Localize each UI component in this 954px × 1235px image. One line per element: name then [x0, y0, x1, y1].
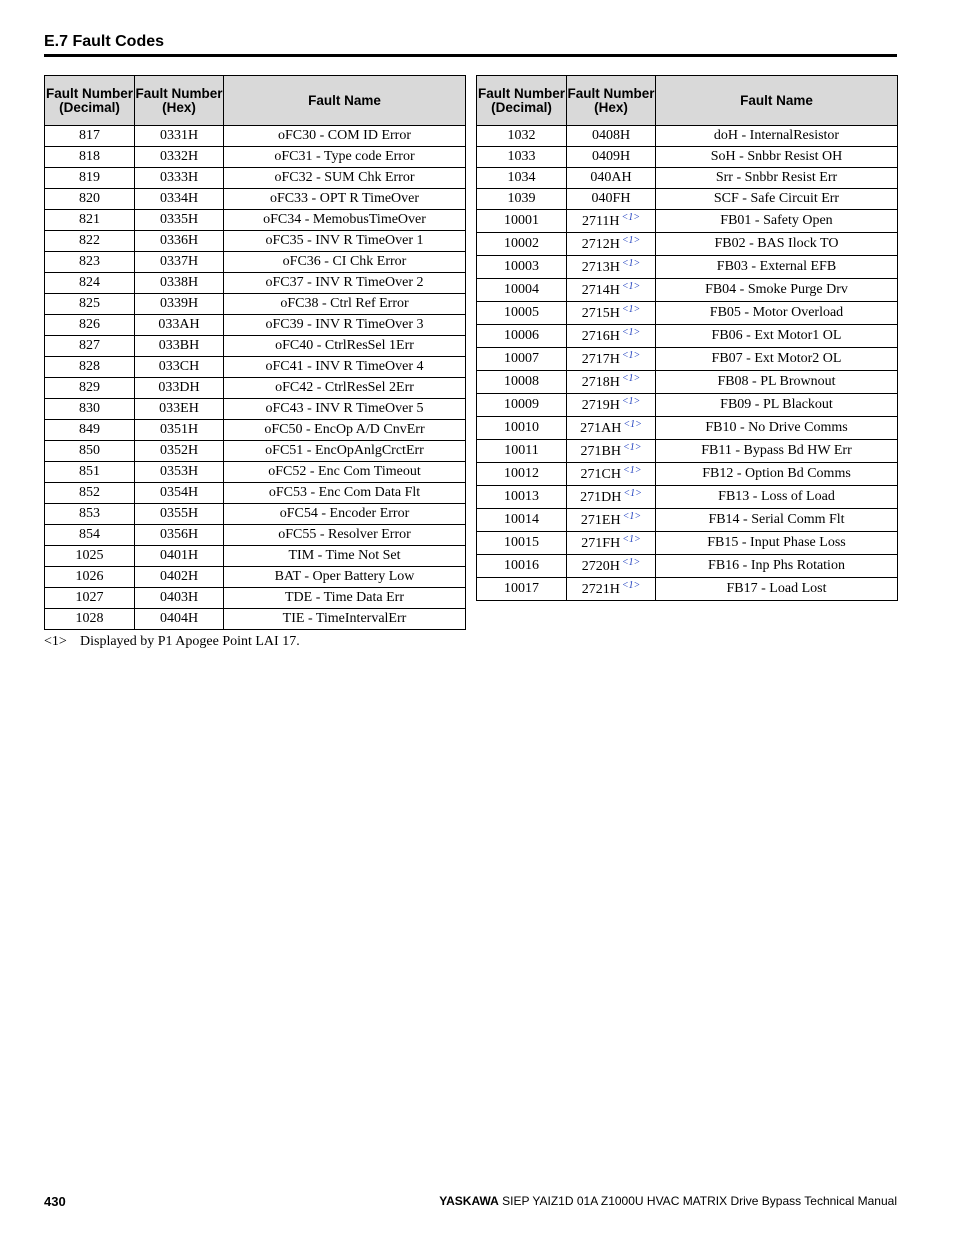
hex-value: 2714H: [581, 283, 620, 298]
fault-number-decimal: 823: [45, 252, 135, 273]
fault-number-hex: [135, 252, 224, 273]
hex-value: 0331H: [159, 128, 199, 143]
fault-name: FB09 - PL Blackout: [656, 394, 898, 417]
fault-name: oFC40 - CtrlResSel 1Err: [224, 336, 466, 357]
fault-number-hex: [567, 417, 656, 440]
fault-number-hex: [135, 357, 224, 378]
hex-value: 0402H: [159, 569, 199, 584]
fault-name: FB01 - Safety Open: [656, 210, 898, 233]
fault-number-hex: [567, 371, 656, 394]
fault-number-decimal: 818: [45, 147, 135, 168]
hex-value: 0332H: [159, 149, 199, 164]
hex-value: 271FH: [581, 536, 621, 551]
fault-code-table-left: [44, 75, 466, 630]
fault-name: FB05 - Motor Overload: [656, 302, 898, 325]
fault-name: FB16 - Inp Phs Rotation: [656, 555, 898, 578]
table-row: [45, 483, 466, 504]
fault-number-hex: [567, 256, 656, 279]
hex-value: 2711H: [581, 214, 620, 229]
footer-title: [439, 1194, 897, 1208]
table-row: [477, 147, 898, 168]
fault-number-hex: [135, 525, 224, 546]
footnote-reference-link[interactable]: <1>: [621, 557, 641, 568]
fault-name: oFC32 - SUM Chk Error: [224, 168, 466, 189]
fault-number-decimal: 851: [45, 462, 135, 483]
fault-number-decimal: 817: [45, 126, 135, 147]
table-row: [477, 371, 898, 394]
fault-name: oFC54 - Encoder Error: [224, 504, 466, 525]
fault-number-decimal: 10002: [477, 233, 567, 256]
fault-name: TDE - Time Data Err: [224, 588, 466, 609]
fault-number-hex: [135, 168, 224, 189]
table-row: [477, 555, 898, 578]
fault-name: FB07 - Ext Motor2 OL: [656, 348, 898, 371]
fault-number-hex: [567, 302, 656, 325]
table-row: [45, 588, 466, 609]
footnote-reference-link[interactable]: <1>: [621, 212, 641, 223]
table-row: [45, 189, 466, 210]
footnote-reference-link[interactable]: <1>: [621, 373, 641, 384]
fault-name: FB03 - External EFB: [656, 256, 898, 279]
fault-number-hex: [567, 394, 656, 417]
hex-value: 033BH: [158, 338, 200, 353]
hex-value: 0337H: [159, 254, 199, 269]
table-row: [477, 189, 898, 210]
table-row: [477, 126, 898, 147]
fault-number-hex: [135, 567, 224, 588]
fault-number-hex: [135, 315, 224, 336]
fault-number-hex: [567, 126, 656, 147]
hex-value: 0333H: [159, 170, 199, 185]
fault-number-decimal: 10001: [477, 210, 567, 233]
fault-name: FB06 - Ext Motor1 OL: [656, 325, 898, 348]
hex-value: 0351H: [159, 422, 199, 437]
fault-name: oFC37 - INV R TimeOver 2: [224, 273, 466, 294]
fault-name: TIM - Time Not Set: [224, 546, 466, 567]
fault-name: oFC53 - Enc Com Data Flt: [224, 483, 466, 504]
table-row: [477, 463, 898, 486]
fault-number-hex: [567, 509, 656, 532]
hex-value: 033DH: [158, 380, 200, 395]
fault-number-decimal: 1039: [477, 189, 567, 210]
column-header-decimal: Fault Number (Decimal): [45, 76, 135, 126]
fault-number-decimal: 828: [45, 357, 135, 378]
table-row: [45, 546, 466, 567]
fault-name: oFC55 - Resolver Error: [224, 525, 466, 546]
fault-code-table-right: [476, 75, 898, 601]
fault-name: FB11 - Bypass Bd HW Err: [656, 440, 898, 463]
fault-name: oFC33 - OPT R TimeOver: [224, 189, 466, 210]
hex-value: 0353H: [159, 464, 199, 479]
table-row: [477, 168, 898, 189]
fault-number-decimal: 1027: [45, 588, 135, 609]
fault-number-decimal: 10014: [477, 509, 567, 532]
fault-number-hex: [567, 233, 656, 256]
fault-number-hex: [135, 210, 224, 231]
fault-number-decimal: 850: [45, 441, 135, 462]
fault-number-decimal: 854: [45, 525, 135, 546]
fault-number-hex: [567, 463, 656, 486]
fault-name: FB02 - BAS Ilock TO: [656, 233, 898, 256]
page-number: 430: [44, 1194, 66, 1209]
hex-value: 271BH: [580, 444, 621, 459]
table-row: [45, 315, 466, 336]
fault-number-decimal: 829: [45, 378, 135, 399]
fault-name: oFC52 - Enc Com Timeout: [224, 462, 466, 483]
hex-value: 0339H: [159, 296, 199, 311]
hex-value: 271EH: [580, 513, 621, 528]
hex-value: 040FH: [591, 191, 631, 206]
hex-value: 271AH: [580, 421, 622, 436]
hex-value: 040AH: [590, 170, 632, 185]
hex-value: 0338H: [159, 275, 199, 290]
table-row: [45, 441, 466, 462]
fault-name: doH - InternalResistor: [656, 126, 898, 147]
fault-number-decimal: 10016: [477, 555, 567, 578]
fault-number-decimal: 10004: [477, 279, 567, 302]
fault-number-decimal: 1033: [477, 147, 567, 168]
fault-name: oFC38 - Ctrl Ref Error: [224, 294, 466, 315]
fault-name: SoH - Snbbr Resist OH: [656, 147, 898, 168]
fault-number-decimal: 826: [45, 315, 135, 336]
hex-value: 0401H: [159, 548, 199, 563]
table-row: [45, 168, 466, 189]
hex-value: 0408H: [591, 128, 631, 143]
document-title: SIEP YAIZ1D 01A Z1000U HVAC MATRIX Drive Bypass Technical Manual: [502, 1194, 897, 1208]
hex-value: 0355H: [159, 506, 199, 521]
fault-number-decimal: 10013: [477, 486, 567, 509]
table-row: [45, 231, 466, 252]
fault-number-decimal: 824: [45, 273, 135, 294]
fault-number-hex: [135, 546, 224, 567]
hex-value: 2719H: [581, 398, 620, 413]
column-header-hex: Fault Number (Hex): [567, 76, 656, 126]
hex-value: 2721H: [581, 582, 620, 597]
table-row: [477, 394, 898, 417]
fault-number-decimal: 825: [45, 294, 135, 315]
fault-number-hex: [567, 325, 656, 348]
hex-value: 0403H: [159, 590, 199, 605]
fault-name: FB15 - Input Phase Loss: [656, 532, 898, 555]
hex-value: 0352H: [159, 443, 199, 458]
fault-number-hex: [135, 294, 224, 315]
hex-value: 2713H: [581, 260, 620, 275]
fault-name: Srr - Snbbr Resist Err: [656, 168, 898, 189]
hex-value: 2712H: [581, 237, 620, 252]
table-header-row: [45, 76, 466, 126]
table-row: [477, 348, 898, 371]
hex-value: 0354H: [159, 485, 199, 500]
fault-number-hex: [567, 486, 656, 509]
footnote-reference-link[interactable]: <1>: [623, 419, 642, 430]
fault-name: oFC30 - COM ID Error: [224, 126, 466, 147]
table-row: [45, 462, 466, 483]
fault-name: oFC31 - Type code Error: [224, 147, 466, 168]
footnote-reference-link[interactable]: <1>: [622, 465, 642, 476]
table-row: [477, 417, 898, 440]
fault-number-hex: [135, 399, 224, 420]
fault-number-hex: [135, 273, 224, 294]
fault-name: oFC50 - EncOp A/D CnvErr: [224, 420, 466, 441]
fault-number-hex: [567, 348, 656, 371]
fault-number-decimal: 10011: [477, 440, 567, 463]
fault-number-decimal: 10017: [477, 578, 567, 601]
hex-value: 0409H: [591, 149, 631, 164]
table-row: [477, 509, 898, 532]
fault-number-decimal: 10003: [477, 256, 567, 279]
footnote-reference-link[interactable]: <1>: [622, 534, 641, 545]
hex-value: 2717H: [581, 352, 620, 367]
hex-value: 2715H: [581, 306, 620, 321]
table-row: [477, 233, 898, 256]
fault-name: FB13 - Loss of Load: [656, 486, 898, 509]
fault-name: oFC39 - INV R TimeOver 3: [224, 315, 466, 336]
fault-number-hex: [135, 147, 224, 168]
hex-value: 2716H: [581, 329, 620, 344]
column-header-hex: Fault Number (Hex): [135, 76, 224, 126]
hex-value: 0335H: [159, 212, 199, 227]
table-row: [45, 567, 466, 588]
table-row: [45, 210, 466, 231]
footnote-text: Displayed by P1 Apogee Point LAI 17.: [80, 634, 300, 649]
fault-number-decimal: 1032: [477, 126, 567, 147]
fault-number-decimal: 10012: [477, 463, 567, 486]
table-row: [477, 440, 898, 463]
footnote-reference-link[interactable]: <1>: [621, 580, 641, 591]
title-rule: [44, 54, 897, 57]
fault-name: FB04 - Smoke Purge Drv: [656, 279, 898, 302]
table-row: [45, 420, 466, 441]
fault-name: FB12 - Option Bd Comms: [656, 463, 898, 486]
fault-number-hex: [567, 555, 656, 578]
table-row: [45, 504, 466, 525]
table-row: [477, 279, 898, 302]
fault-number-decimal: 10007: [477, 348, 567, 371]
hex-value: 2718H: [581, 375, 620, 390]
table-row: [45, 294, 466, 315]
hex-value: 271DH: [580, 490, 622, 505]
fault-number-decimal: 820: [45, 189, 135, 210]
fault-name: FB17 - Load Lost: [656, 578, 898, 601]
fault-number-decimal: 10008: [477, 371, 567, 394]
fault-number-decimal: 1025: [45, 546, 135, 567]
hex-value: 0334H: [159, 191, 199, 206]
fault-number-decimal: 822: [45, 231, 135, 252]
footnote-reference-link[interactable]: <1>: [621, 350, 641, 361]
brand-name: YASKAWA: [439, 1194, 499, 1208]
table-row: [477, 302, 898, 325]
fault-number-decimal: 10005: [477, 302, 567, 325]
fault-number-decimal: 1026: [45, 567, 135, 588]
fault-number-decimal: 1034: [477, 168, 567, 189]
fault-number-hex: [135, 336, 224, 357]
fault-number-hex: [567, 578, 656, 601]
fault-number-hex: [567, 210, 656, 233]
fault-number-hex: [135, 462, 224, 483]
fault-number-decimal: 1028: [45, 609, 135, 630]
column-header-decimal: Fault Number (Decimal): [477, 76, 567, 126]
column-header-fault-name: Fault Name: [656, 76, 898, 126]
fault-number-hex: [135, 588, 224, 609]
hex-value: 0336H: [159, 233, 199, 248]
fault-number-hex: [567, 532, 656, 555]
footnote-reference-link[interactable]: <1>: [621, 327, 641, 338]
footnote: [44, 634, 300, 650]
fault-number-hex: [567, 168, 656, 189]
fault-number-decimal: 830: [45, 399, 135, 420]
fault-number-hex: [135, 609, 224, 630]
hex-value: 0404H: [159, 611, 199, 626]
fault-number-decimal: 10015: [477, 532, 567, 555]
hex-value: 033AH: [158, 317, 200, 332]
table-row: [477, 325, 898, 348]
footnote-reference-link[interactable]: <1>: [621, 258, 641, 269]
fault-number-hex: [135, 483, 224, 504]
fault-name: oFC42 - CtrlResSel 2Err: [224, 378, 466, 399]
fault-name: FB14 - Serial Comm Flt: [656, 509, 898, 532]
fault-number-hex: [567, 440, 656, 463]
fault-number-decimal: 10009: [477, 394, 567, 417]
table-row: [45, 399, 466, 420]
column-header-fault-name: Fault Name: [224, 76, 466, 126]
fault-number-decimal: 827: [45, 336, 135, 357]
fault-number-decimal: 853: [45, 504, 135, 525]
fault-name: oFC51 - EncOpAnlgCrctErr: [224, 441, 466, 462]
table-row: [477, 486, 898, 509]
fault-number-hex: [135, 504, 224, 525]
table-row: [45, 147, 466, 168]
table-row: [477, 256, 898, 279]
fault-name: oFC41 - INV R TimeOver 4: [224, 357, 466, 378]
section-title: E.7 Fault Codes: [44, 33, 165, 50]
table-row: [477, 210, 898, 233]
footnote-reference-link[interactable]: <1>: [622, 442, 642, 453]
fault-name: oFC35 - INV R TimeOver 1: [224, 231, 466, 252]
fault-number-hex: [135, 441, 224, 462]
table-row: [45, 252, 466, 273]
table-row: [477, 532, 898, 555]
hex-value: 271CH: [580, 467, 621, 482]
hex-value: 0356H: [159, 527, 199, 542]
table-row: [477, 578, 898, 601]
fault-name: FB10 - No Drive Comms: [656, 417, 898, 440]
fault-number-hex: [567, 147, 656, 168]
table-row: [45, 273, 466, 294]
footnote-reference-link[interactable]: <1>: [622, 511, 642, 522]
table-row: [45, 126, 466, 147]
fault-number-decimal: 819: [45, 168, 135, 189]
table-header-row: [477, 76, 898, 126]
footnote-reference-link[interactable]: <1>: [623, 488, 642, 499]
fault-number-hex: [135, 378, 224, 399]
fault-name: TIE - TimeIntervalErr: [224, 609, 466, 630]
fault-number-decimal: 852: [45, 483, 135, 504]
fault-number-decimal: 849: [45, 420, 135, 441]
footnote-reference-link[interactable]: <1>: [621, 281, 641, 292]
hex-value: 033CH: [158, 359, 200, 374]
table-row: [45, 378, 466, 399]
table-row: [45, 357, 466, 378]
fault-number-decimal: 10006: [477, 325, 567, 348]
footnote-reference-link[interactable]: <1>: [621, 235, 641, 246]
hex-value: 033EH: [159, 401, 199, 416]
fault-name: FB08 - PL Brownout: [656, 371, 898, 394]
fault-number-hex: [135, 420, 224, 441]
table-row: [45, 336, 466, 357]
fault-number-decimal: 10010: [477, 417, 567, 440]
footnote-reference-link[interactable]: <1>: [621, 304, 641, 315]
fault-number-decimal: 821: [45, 210, 135, 231]
table-row: [45, 609, 466, 630]
fault-number-hex: [567, 189, 656, 210]
footnote-reference-link[interactable]: <1>: [621, 396, 641, 407]
fault-name: oFC36 - CI Chk Error: [224, 252, 466, 273]
fault-number-hex: [135, 126, 224, 147]
fault-number-hex: [567, 279, 656, 302]
fault-name: oFC34 - MemobusTimeOver: [224, 210, 466, 231]
fault-name: oFC43 - INV R TimeOver 5: [224, 399, 466, 420]
fault-number-hex: [135, 189, 224, 210]
fault-name: SCF - Safe Circuit Err: [656, 189, 898, 210]
fault-number-hex: [135, 231, 224, 252]
fault-name: BAT - Oper Battery Low: [224, 567, 466, 588]
table-row: [45, 525, 466, 546]
footnote-marker: <1>: [44, 634, 67, 649]
hex-value: 2720H: [581, 559, 620, 574]
